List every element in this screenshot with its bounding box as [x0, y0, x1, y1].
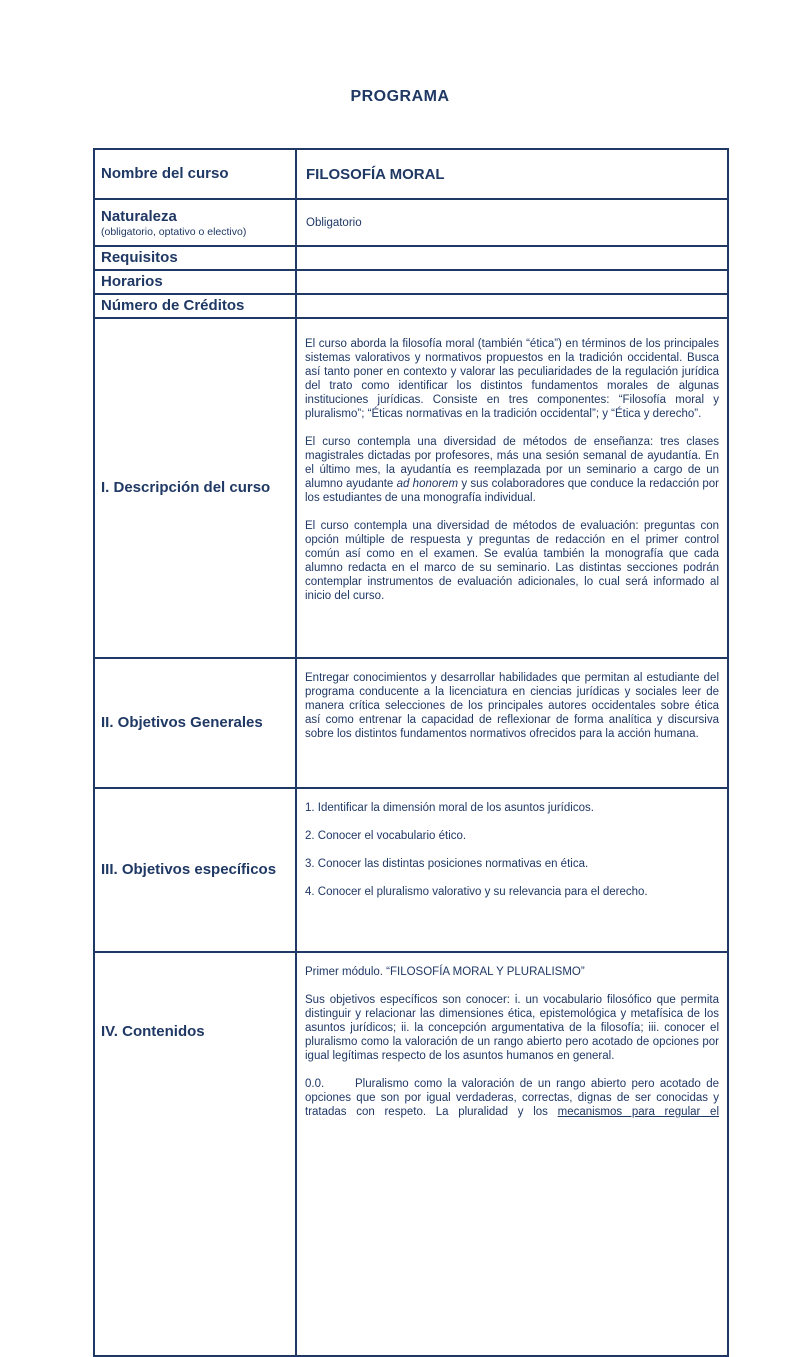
- objetivo-especifico-item: 2. Conocer el vocabulario ético.: [305, 830, 467, 842]
- objetivos-generales-paragraph: Entregar conocimientos y desarrollar habilidades que permitan al estudiante del programa conducente a la licenciatura en ciencias jurídicas y sociales leer de manera crítica selecciones de los principales autores occidentales sobre ética así como entrenar la capacidad de reflexionar de forma analítica y discursiva sobre los distintos fundamentos normativos ofrecidos para la acción humana.: [305, 672, 719, 740]
- contenidos-item-number: 0.0.: [305, 1078, 325, 1090]
- descripcion-p2-text: El curso contempla una diversidad de métodos de enseñanza: tres clases magistrales dictadas por profesores, más una sesión semanal de ayudantía. En el último mes, la ayudantía es reemplazada por un seminario a cargo de un alumno ayudante: [305, 436, 719, 490]
- contenidos-label: IV. Contenidos: [94, 952, 296, 1356]
- row-creditos: [94, 294, 728, 318]
- row-naturaleza: [94, 199, 728, 246]
- course-name-value: FILOSOFÍA MORAL: [296, 149, 728, 199]
- row-horarios: [94, 270, 728, 294]
- descripcion-label: I. Descripción del curso: [94, 318, 296, 658]
- requisitos-value: [296, 246, 728, 270]
- contenidos-module-title: Primer módulo. “FILOSOFÍA MORAL Y PLURALISMO”: [305, 966, 585, 978]
- row-objetivos-generales: [94, 658, 728, 788]
- naturaleza-label-cell: [94, 199, 296, 246]
- descripcion-paragraph-1: El curso aborda la filosofía moral (también “ética”) en términos de los principales sistemas valorativos y normativos propuestos en la tradición occidental. Busca así tanto poner en contexto y valorar las peculiaridades de la regulación jurídica del trato como identificar los distintos fundamentos morales de algunas instituciones jurídicas. Consiste en tres componentes: “Filosofía moral y pluralismo”; “Éticas normativas en la tradición occidental”; y “Ética y derecho”.: [305, 338, 719, 420]
- objetivo-especifico-item: 4. Conocer el pluralismo valorativo y su relevancia para el derecho.: [305, 886, 648, 898]
- row-course-name: [94, 149, 728, 199]
- horarios-value: [296, 270, 728, 294]
- descripcion-text-cell: [296, 318, 728, 658]
- course-name-label: Nombre del curso: [94, 149, 296, 199]
- descripcion-p2-text-after: y sus colaboradores que conduce la redacción por los estudiantes de una monografía individual.: [305, 478, 719, 504]
- horarios-label: Horarios: [94, 270, 296, 294]
- descripcion-paragraph-3: El curso contempla una diversidad de métodos de evaluación: preguntas con opción múltiple de respuesta y preguntas de redacción en el primer control común así como en el examen. Se evalúa también la monografía que cada alumno redacta en el marco de su seminario. Las distintas secciones podrán contemplar instrumentos de evaluación adicionales, lo cual será informado al inicio del curso.: [305, 520, 719, 602]
- descripcion-paragraph-2: [305, 435, 719, 505]
- contenidos-p3-text: Pluralismo como la valoración de un rango abierto pero acotado de opciones que son por igual verdaderas, correctas, dignas de ser conocidas y tratadas con respeto. La pluralidad y los: [305, 1078, 719, 1118]
- row-contenidos: [94, 952, 728, 1356]
- contenidos-text-cell: [296, 952, 728, 1356]
- contenidos-paragraph-3: [305, 1077, 719, 1119]
- contenidos-paragraph-2: Sus objetivos específicos son conocer: i. un vocabulario filosófico que permita distinguir y relacionar las dimensiones ética, epistemológica y metafísica de los asuntos jurídicos; ii. la concepción argumentativa de la filosofía; iii. conocer el pluralismo como la valoración de un rango abierto pero acotado de opciones por igual legítimas respecto de los asuntos humanos en general.: [305, 994, 719, 1062]
- objetivos-generales-text-cell: [296, 658, 728, 788]
- creditos-value: [296, 294, 728, 318]
- objetivos-especificos-text-cell: [296, 788, 728, 952]
- objetivos-generales-label: II. Objetivos Generales: [94, 658, 296, 788]
- course-table: [93, 148, 729, 1357]
- objetivo-especifico-item: 3. Conocer las distintas posiciones normativas en ética.: [305, 858, 589, 870]
- contenidos-p3-underlined-text: mecanismos para regular el: [557, 1106, 719, 1118]
- row-requisitos: [94, 246, 728, 270]
- creditos-label: Número de Créditos: [94, 294, 296, 318]
- row-objetivos-especificos: [94, 788, 728, 952]
- descripcion-p2-italic: ad honorem: [396, 478, 459, 490]
- row-descripcion: [94, 318, 728, 658]
- naturaleza-value: Obligatorio: [296, 199, 728, 246]
- objetivo-especifico-item: 1. Identificar la dimensión moral de los asuntos jurídicos.: [305, 802, 594, 814]
- requisitos-label: Requisitos: [94, 246, 296, 270]
- document-title: PROGRAMA: [350, 88, 450, 105]
- naturaleza-sublabel: (obligatorio, optativo o electivo): [101, 225, 247, 238]
- naturaleza-label: Naturaleza: [101, 207, 177, 225]
- objetivos-especificos-label: III. Objetivos específicos: [94, 788, 296, 952]
